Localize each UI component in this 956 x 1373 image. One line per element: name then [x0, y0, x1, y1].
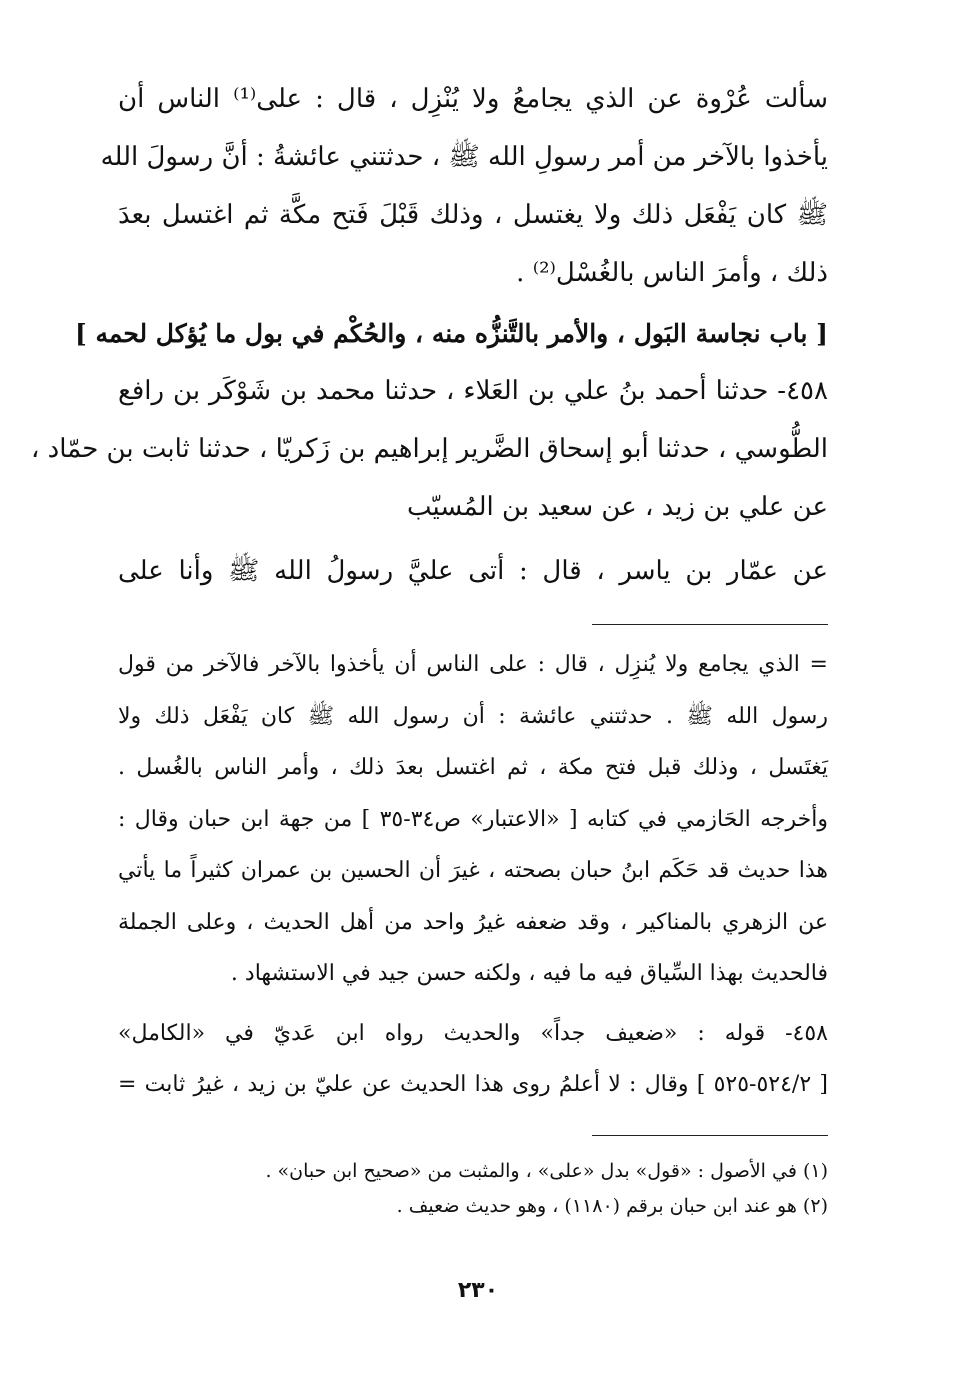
commentary-line: = الذي يجامع ولا يُنزِل ، قال : على الناس أن يأخذوا بالآخر فالآخر من قول — [118, 652, 828, 677]
commentary — [118, 639, 828, 1111]
commentary-line: رسول الله ﷺ . حدثتني عائشة : أن رسول الله ﷺ كان يَفْعَل ذلك ولا — [118, 703, 828, 729]
hadith-line: الطُّوسي ، حدثنا أبو إسحاق الضَّرير إبراهيم بن زَكريّا ، حدثنا ثابت بن حمّاد ، — [31, 434, 828, 464]
commentary-line: [ ٥٢٤/٢-٥٢٥ ] وقال : لا أعلمُ روى هذا الحديث عن عليّ بن زيد ، غيرُ ثابت = — [118, 1072, 828, 1097]
chapter-heading: [ باب نجاسة البَول ، والأمر بالتَّنزُّه منه ، والحُكْم في بول ما يُؤكل لحمه ] — [74, 319, 828, 348]
main-line: ذلك ، وأمرَ الناس بالغُسْل⁽²⁾ . — [516, 258, 828, 288]
hadith-line: عن علي بن زيد ، عن سعيد بن المُسيّب — [407, 492, 828, 522]
commentary-line: ٤٥٨- قوله : «ضعيف جداً» والحديث رواه ابن عَديّ في «الكامل» — [118, 1020, 828, 1046]
footnote-divider — [592, 1135, 828, 1136]
commentary-divider — [592, 624, 828, 625]
commentary-line: هذا حديث قد حَكَم ابنُ حبان بصحته ، غيرَ أن الحسين بن عمران كثيراً ما يأتي — [118, 858, 828, 883]
main-line: ﷺ كان يَفْعَل ذلك ولا يغتسل ، وذلك قَبْلَ فَتح مكَّة ثم اغتسل بعدَ — [118, 200, 828, 230]
commentary-line: فالحديث بهذا السِّياق فيه ما فيه ، ولكنه حسن جيد في الاستشهاد . — [230, 961, 828, 986]
page-body — [31, 70, 828, 1224]
main-line: يأخذوا بالآخر من أمر رسولِ الله ﷺ ، حدثتني عائشةُ : أنَّ رسولَ الله — [100, 142, 828, 172]
main-text — [100, 70, 828, 302]
commentary-line: وأخرجه الحَازمي في كتابه [ «الاعتبار» ص٣٤-٣٥ ] من جهة ابن حبان وقال : — [118, 806, 828, 832]
hadith-line: ٤٥٨- حدثنا أحمد بنُ علي بن العَلاء ، حدثنا محمد بن شَوْكَر بن رافع — [118, 376, 828, 406]
main-line: سألت عُرْوة عن الذي يجامعُ ولا يُنْزِل ، قال : على⁽¹⁾ الناس أن — [118, 84, 828, 114]
footnotes — [118, 1154, 828, 1224]
footnote-2: (٢) هو عند ابن حبان برقم (١١٨٠) ، وهو حديث ضعيف . — [396, 1194, 828, 1217]
hadith-text — [31, 362, 828, 600]
page-number: ٢٣٠ — [457, 1278, 499, 1303]
hadith-line: عن عمّار بن ياسر ، قال : أتى عليَّ رسولُ الله ﷺ وأنا على — [118, 556, 828, 586]
commentary-line: عن الزهري بالمناكير ، وقد ضعفه غيرُ واحد من أهل الحديث ، وعلى الجملة — [118, 909, 828, 935]
footnote-1: (١) في الأصول : «قول» بدل «على» ، والمثبت من «صحيح ابن حبان» . — [265, 1159, 828, 1182]
commentary-line: يَغتَسل ، وذلك قبل فتح مكة ، ثم اغتسل بعدَ ذلك ، وأمر الناس بالغُسل . — [118, 755, 828, 780]
